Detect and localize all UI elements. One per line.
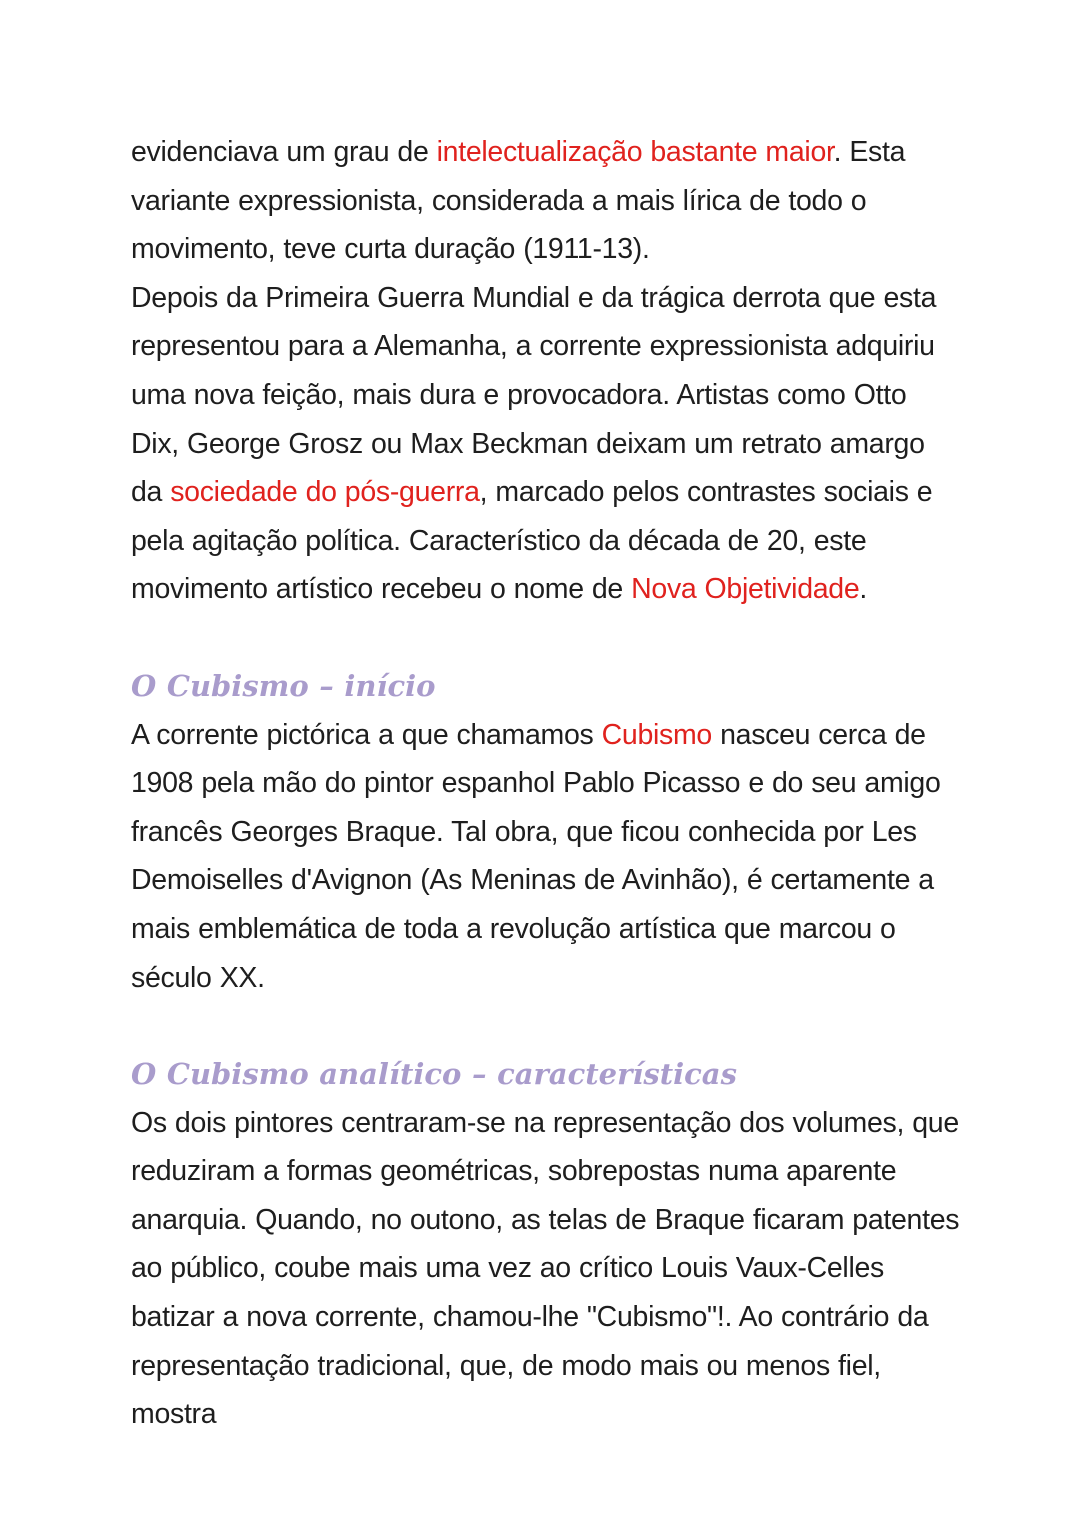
- highlighted-term: sociedade do pós-guerra: [170, 476, 480, 509]
- text-run: . Esta variante expressionista, considerada a mais lírica de todo o movimento, teve curta duração (1911-13).: [131, 136, 906, 266]
- paragraph-cubismo-analitico: [131, 1099, 961, 1439]
- highlighted-term: Nova Objetividade: [631, 573, 860, 606]
- paragraph-cubismo-origin: [131, 711, 961, 1003]
- text-run: evidenciava um grau de: [131, 136, 437, 168]
- text-run: , marcado pelos contrastes sociais e pela agitação política. Característico da década de 20, este movimento artístico recebeu o nome de: [131, 476, 933, 606]
- text-run: nasceu cerca de 1908 pela mão do pintor espanhol Pablo Picasso e do seu amigo francês Georges Braque. Tal obra, que ficou conhecida por Les Demoiselles d'Avignon (As Meninas de Avinhão), é certamente a mais emblemática de toda a revolução artística que marcou o século XX.: [131, 718, 941, 994]
- section-heading-cubismo-analitico: O Cubismo analítico – características: [131, 1057, 737, 1092]
- text-run: .: [859, 573, 868, 606]
- highlighted-term: Cubismo: [601, 718, 712, 751]
- paragraph-post-war: [131, 274, 961, 614]
- section-heading-cubismo-inicio: O Cubismo – início: [131, 668, 436, 703]
- text-run: A corrente pictórica a que chamamos: [131, 718, 602, 751]
- paragraph-expressionism-variant: [131, 128, 961, 274]
- document-page: [131, 128, 961, 1439]
- highlighted-term: intelectualização bastante maior: [436, 136, 834, 168]
- text-run: Os dois pintores centraram-se na representação dos volumes, que reduziram a formas geométricas, sobrepostas numa aparente anarquia. Quando, no outono, as telas de Braque ficaram patentes ao público, coube mais uma vez ao crítico Louis Vaux-Celles batizar a nova corrente, chamou-lhe "Cubismo"!. Ao contrário da representação tradicional, que, de modo mais ou menos fiel, mostra: [131, 1106, 960, 1431]
- text-run: Depois da Primeira Guerra Mundial e da trágica derrota que esta representou para a Alemanha, a corrente expressionista adquiriu uma nova feição, mais dura e provocadora. Artistas como Otto Dix, George Grosz ou Max Beckman deixam um retrato amargo da: [131, 281, 937, 509]
